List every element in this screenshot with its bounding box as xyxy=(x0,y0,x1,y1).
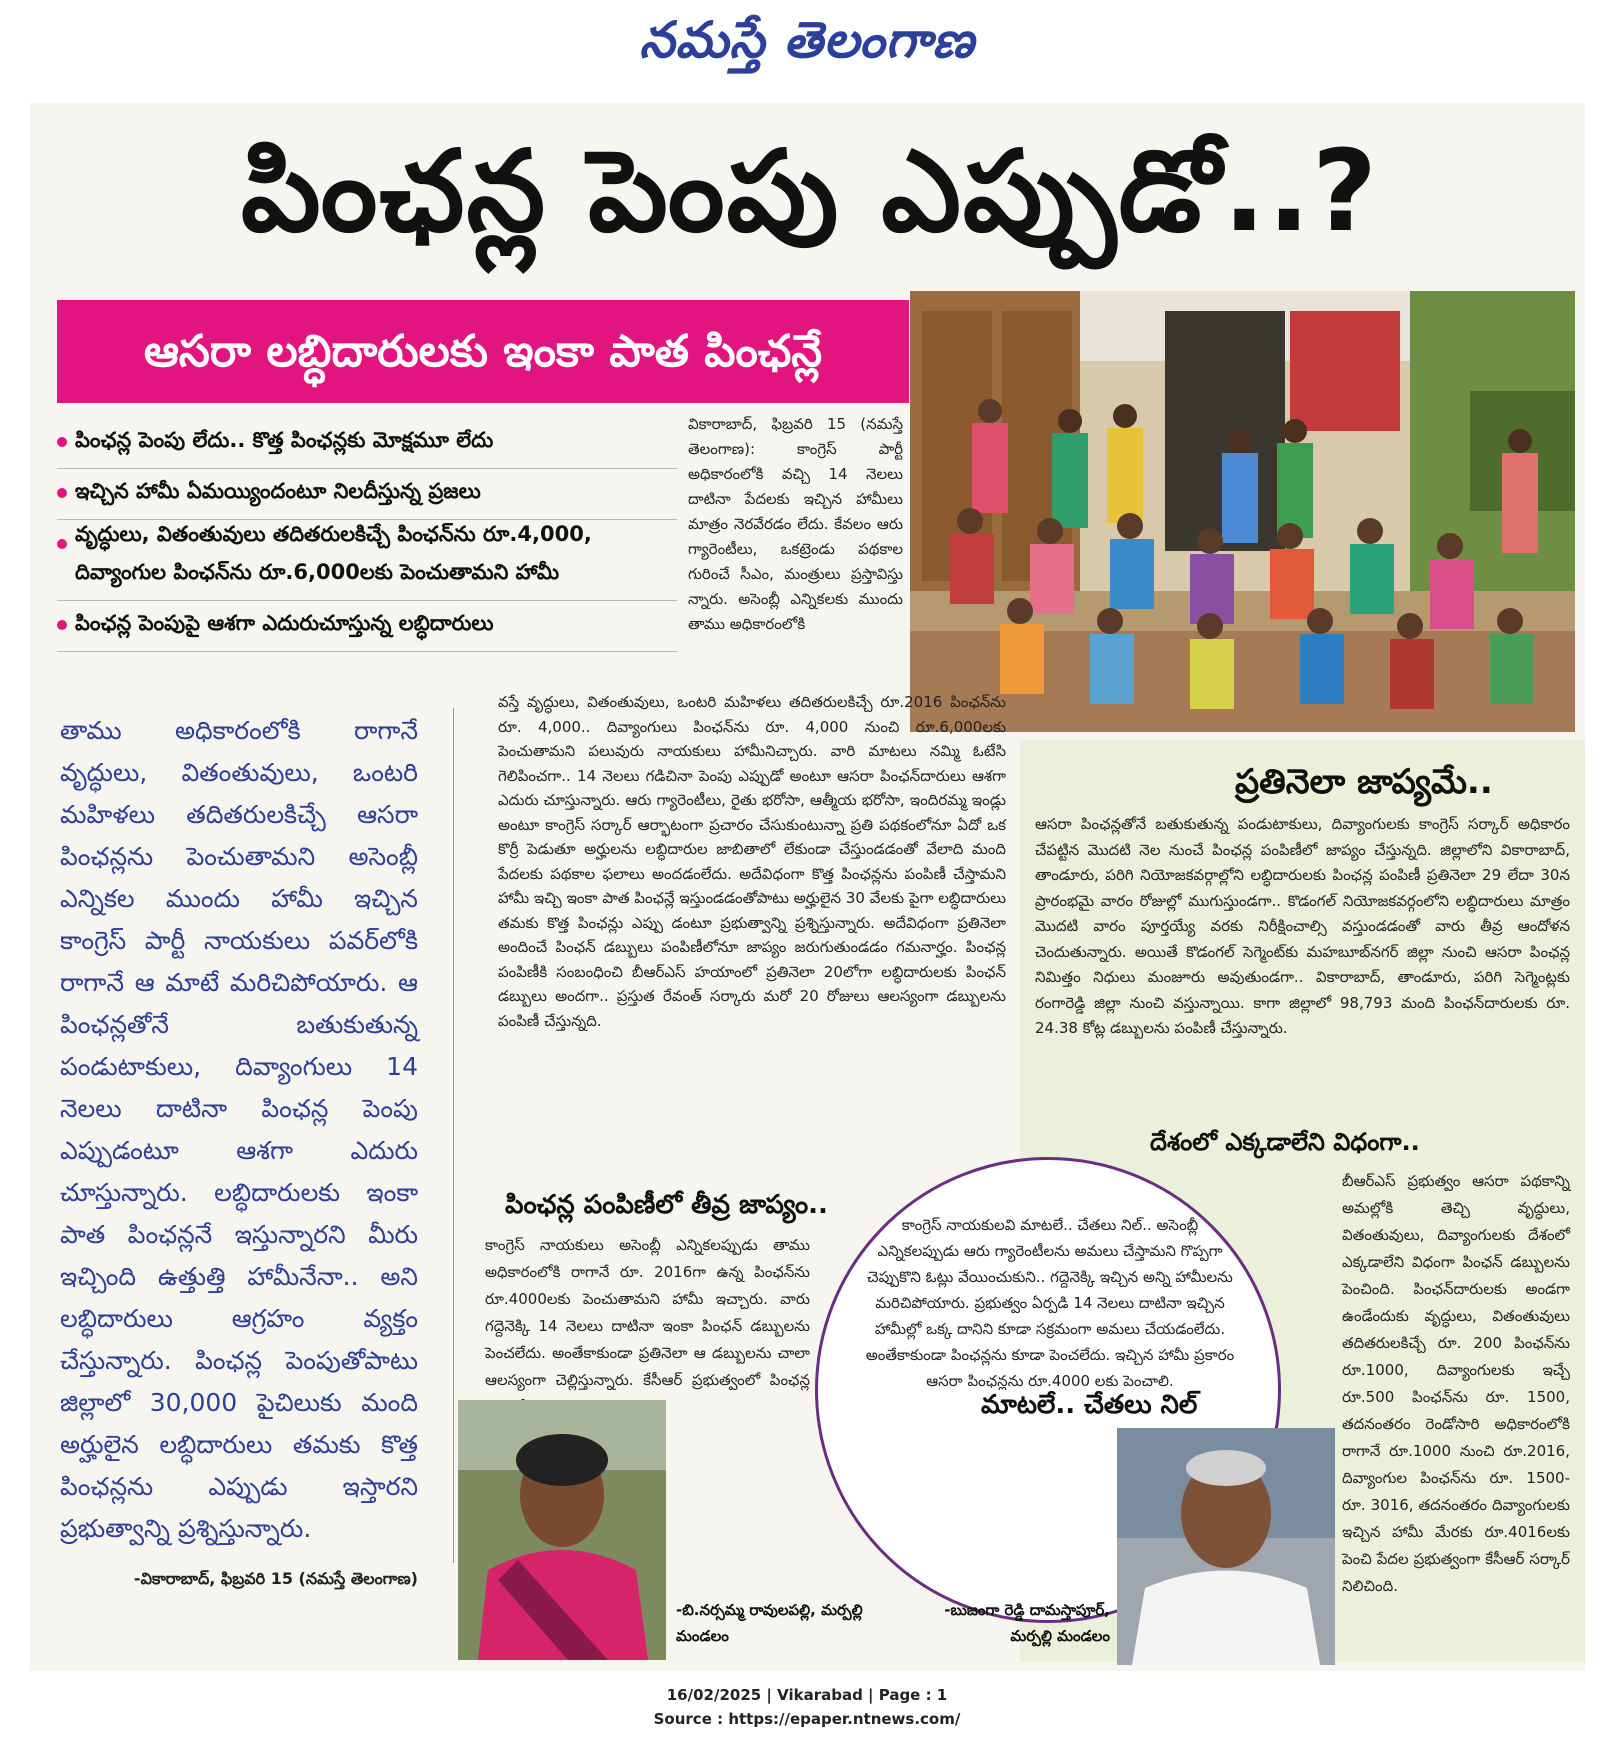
sidebar-heading: ప్రతినెలా జాప్యమే.. xyxy=(1235,762,1493,802)
man-portrait-illustration xyxy=(1117,1428,1335,1665)
highlight-item xyxy=(57,520,677,556)
column-divider xyxy=(453,708,454,1563)
highlight-item xyxy=(57,469,677,520)
bullet-dot-icon xyxy=(57,488,67,498)
quote-heading: మాటలే.. చేతలు నిల్ xyxy=(975,1390,1203,1426)
left-summary-text: తాము అధికారంలోకి రాగానే వృద్ధులు, వితంతువులు, ఒంటరి మహిళలు తదితరులకిచ్చే ఆసరా పింఛన్లను పెంచుతామని అసెంబ్లీ ఎన్నికల ముందు హామీ ఇచ్చిన కాంగ్రెస్ పార్టీ నాయకులు పవర్‌లోకి రాగానే ఆ మాటే మరిచిపోయారు. ఆ పింఛన్లతోనే బతుకుతున్న పండుటాకులు, దివ్యాంగులు 14 నెలలు దాటినా పింఛన్ల పెంపు ఎప్పుడంటూ ఆశగా ఎదురు చూస్తున్నారు. లబ్ధిదారులకు ఇంకా పాత పింఛన్లనే ఇస్తున్నారని మీరు ఇచ్చింది ఉత్తుత్తి హామీనేనా.. అని లబ్ధిదారులు ఆగ్రహం వ్యక్తం చేస్తున్నారు. పింఛన్ల పెంపుతోపాటు జిల్లాలో 30,000 పైచిలుకు మంది అర్హులైన లబ్ధిదారులు తమకు కొత్త పింఛన్లను ఎప్పుడు ఇస్తారని ప్రభుత్వాన్ని ప్రశ్నిస్తున్నారు. xyxy=(60,716,418,1543)
bullet-dot-icon xyxy=(57,437,67,447)
lead-paragraph: వికారాబాద్, ఫిబ్రవరి 15 (నమస్తే తెలంగాణ): కాంగ్రెస్ పార్టీ అధికారంలోకి వచ్చి 14 నెలలు దాటినా పేదలకు ఇచ్చిన హామీలు మాత్రం నెరవేరడం లేదు. కేవలం ఆరు గ్యారెంటీలు, ఒకట్రెండు పథకాల గురించే సీఎం, మంత్రులు ప్రస్తావిస్తు న్నారు. అసెంబ్లీ ఎన్నికలకు ముందు తాము అధికారంలోకి xyxy=(688,415,903,633)
man-caption-line2: మర్పల్లి మండలం xyxy=(1010,1627,1110,1645)
footer-date-edition: 16/02/2025 | Vikarabad | Page : 1 xyxy=(666,1686,948,1704)
section-heading: పింఛన్ల పంపిణీలో తీవ్ర జాప్యం.. xyxy=(505,1190,828,1220)
pensioners-group-illustration xyxy=(910,291,1575,732)
pensioners-group-photo xyxy=(910,291,1575,732)
bullet-dot-icon xyxy=(57,539,67,549)
beneficiary-man-photo xyxy=(1117,1428,1335,1665)
sidebar-subheading: దేశంలో ఎక్కడాలేని విధంగా.. xyxy=(1150,1128,1420,1156)
footer-source: Source : https://epaper.ntnews.com/ xyxy=(653,1710,961,1728)
left-summary-column xyxy=(60,710,418,1600)
man-caption-line1: -బుజంగా రెడ్డి దామస్తాపూర్, xyxy=(944,1601,1110,1619)
sidebar-text: ఆసరా పింఛన్లతోనే బతుకుతున్న పండుటాకులు, దివ్యాంగులకు కాంగ్రెస్ సర్కార్ అధికారం చేపట్టిన మొదటి నెల నుంచే పింఛన్ల పంపిణీలో జాప్యం చేస్తున్నది. జిల్లాలోని వికారాబాద్, తాండూరు, పరిగి నియోజకవర్గాల్లోని లబ్ధిదారులకు పింఛన్ల పంపిణీ ప్రతినెలా 29 లేదా 30న ప్రారంభమై వారం రోజుల్లో ముగుస్తుండగా.. కొడంగల్ నియోజకవర్గంలోని లబ్ధిదారులు మాత్రం మొదటి వారం పూర్తయ్యే వరకు నిరీక్షించాల్సి వస్తుండడంతో వారు తీవ్ర ఆందోళన చెందుతున్నారు. అయితే కొడంగల్ సెగ్మెంట్‌కు మహబూబ్‌నగర్ జిల్లా నుంచి ఆసరా పింఛన్ల నిమిత్తం నిధులు మంజూరు అవుతుండగా.. వికారాబాద్, తాండూరు, పరిగి సెగ్మెంట్లకు రంగారెడ్డి జిల్లా నుంచి వస్తున్నాయి. కాగా జిల్లాలో 98,793 మంది పింఛన్‌దారులకు రూ. 24.38 కోట్ల డబ్బులను పంపిణీ చేస్తున్నారు. xyxy=(1035,815,1570,1037)
subheadline-banner: ఆసరా లబ్ధిదారులకు ఇంకా పాత పింఛన్లే xyxy=(57,300,909,403)
highlight-text: వృద్ధులు, వితంతువులు తదితరులకిచ్చే పింఛన్‌ను రూ.4,000, xyxy=(75,522,592,546)
highlights-list xyxy=(57,418,677,652)
dateline-signature: -వికారాబాద్, ఫిబ్రవరి 15 (నమస్తే తెలంగాణ) xyxy=(133,1569,418,1588)
highlight-item xyxy=(57,601,677,652)
woman-portrait-illustration xyxy=(458,1400,666,1660)
main-article-text: వస్తే వృద్ధులు, వితంతువులు, ఒంటరి మహిళలు తదితరులకిచ్చే రూ.2016 పింఛన్‌ను రూ. 4,000.. దివ్యాంగులు పింఛన్‌ను రూ. 4,000 నుంచి రూ.6,000లకు పెంచుతామని పలువురు నాయకులు హామీనిచ్చారు. వారి మాటలు నమ్మి ఓటేసి గెలిపించగా.. 14 నెలలు గడిచినా పెంపు ఎప్పుడో అంటూ ఆసరా పింఛన్‌దారులు ఆశగా ఎదురు చూస్తున్నారు. ఆరు గ్యారెంటీలు, రైతు భరోసా, ఆత్మీయ భరోసా, ఇందిరమ్మ ఇండ్లు అంటూ కాంగ్రెస్ సర్కార్ ఆర్భాటంగా ప్రచారం చేసుకుంటున్నా ప్రతి పథకంలోనూ ఏదో ఒక కొర్రీ పెడుతూ అర్హులను లబ్ధిదారుల జాబితాలో లేకుండా చేస్తుండడంతో వేలాది మంది పేదలకు పథకాల ఫలాలు అందడంలేదు. అదేవిధంగా కొత్త పింఛన్లను పంపిణీ చేస్తామని హామీ ఇచ్చి ఇంకా పాత పింఛన్లే ఇస్తుండడంతోపాటు అర్హులైన 30 వేలకు పైగా లబ్ధిదారులు తమకు కొత్త పింఛన్లు ఎప్పు డంటూ ప్రభుత్వాన్ని ప్రశ్నిస్తున్నారు. అదేవిధంగా ప్రతినెలా అందించే పింఛన్ డబ్బులు పంపిణీలోనూ జాప్యం జరుగుతుండడం గమనార్హం. పింఛన్ల పంపిణీకి సంబంధించి బీఆర్‌ఎస్ హయాంలో ప్రతినెలా 20లోగా లబ్ధిదారులకు పింఛన్ డబ్బులు అందగా.. ప్రస్తుత రేవంత్ సర్కారు మరో 20 రోజులు ఆలస్యంగా డబ్బులను పంపిణీ చేస్తున్నది. xyxy=(498,693,1006,1030)
bullet-dot-icon xyxy=(57,620,67,630)
woman-photo-caption: -బి.నర్సమ్మ రావులపల్లి, మర్పల్లి మండలం xyxy=(676,1601,863,1645)
highlight-item-continued xyxy=(57,556,677,601)
quote-text: కాంగ్రెస్ నాయకులవి మాటలే.. చేతలు నిల్.. అసెంబ్లీ ఎన్నికలప్పుడు ఆరు గ్యారెంటీలను అమలు చేస్తామని గొప్పగా చెప్పుకొని ఓట్లు వేయించుకుని.. గద్దెనెక్కి ఇచ్చిన అన్ని హామీలను మరిచిపోయారు. ప్రభుత్వం ఏర్పడి 14 నెలలు దాటినా ఇచ్చిన హామీల్లో ఒక్క దానిని కూడా సక్రమంగా అమలు చేయడంలేదు. అంతేకాకుండా పింఛన్లను కూడా పెంచలేదు. ఇచ్చిన హామీ ప్రకారం ఆసరా పింఛన్లను రూ.4000 లకు పెంచాలి. xyxy=(865,1216,1235,1390)
beneficiary-woman-photo xyxy=(458,1400,666,1660)
highlight-item xyxy=(57,418,677,469)
man-photo-caption xyxy=(920,1597,1110,1649)
highlight-text: పింఛన్ల పెంపు లేదు.. కొత్త పింఛన్లకు మోక్షమూ లేదు xyxy=(75,428,494,452)
highlight-text: దివ్యాంగుల పింఛన్‌ను రూ.6,000లకు పెంచుతామని హామీ xyxy=(75,560,560,584)
highlight-text: పింఛన్ల పెంపుపై ఆశగా ఎదురుచూస్తున్న లబ్ధిదారులు xyxy=(75,611,494,635)
sidebar-subtext: బీఆర్‌ఎస్ ప్రభుత్వం ఆసరా పథకాన్ని అమల్లోకి తెచ్చి వృద్ధులు, వితంతువులు, దివ్యాంగులకు దేశంలో ఎక్కడాలేని విధంగా పింఛన్ డబ్బులను పెంచింది. పింఛన్‌దారులకు అండగా ఉండేందుకు వృద్ధులు, వితంతువులు తదితరులకిచ్చే రూ. 200 పింఛన్‌ను రూ.1000, దివ్యాంగులకు ఇచ్చే రూ.500 పింఛన్‌ను రూ. 1500, తదనంతరం రెండోసారి అధికారంలోకి రాగానే రూ.1000 నుంచి రూ.2016, దివ్యాంగుల పింఛన్‌ను రూ. 1500- రూ. 3016, తదనంతరం దివ్యాంగులకు ఇచ్చిన హామీ మేరకు రూ.4016లకు పెంచి పేదల ప్రభుత్వంగా కేసీఆర్ సర్కార్ నిలిచింది. xyxy=(1342,1172,1570,1595)
masthead: నమస్తే తెలంగాణ xyxy=(639,10,975,69)
headline: పింఛన్ల పెంపు ఎప్పుడో..? xyxy=(240,127,1380,257)
section-text: కాంగ్రెస్ నాయకులు అసెంబ్లీ ఎన్నికలప్పుడు తాము అధికారంలోకి రాగానే రూ. 2016గా ఉన్న పింఛన్‌ను రూ.4000లకు పెంచుతామని హామీ ఇచ్చారు. వారు గద్దెనెక్కి 14 నెలలు దాటినా ఇంకా పింఛన్ డబ్బులను పెంచలేదు. అంతేకాకుండా ప్రతినెలా ఆ డబ్బులను చాలా ఆలస్యంగా చెల్లిస్తున్నారు. కేసీఆర్ ప్రభుత్వంలో పింఛన్ల xyxy=(485,1236,810,1389)
highlight-text: ఇచ్చిన హామీ ఏమయ్యిందంటూ నిలదీస్తున్న ప్రజలు xyxy=(75,479,481,503)
